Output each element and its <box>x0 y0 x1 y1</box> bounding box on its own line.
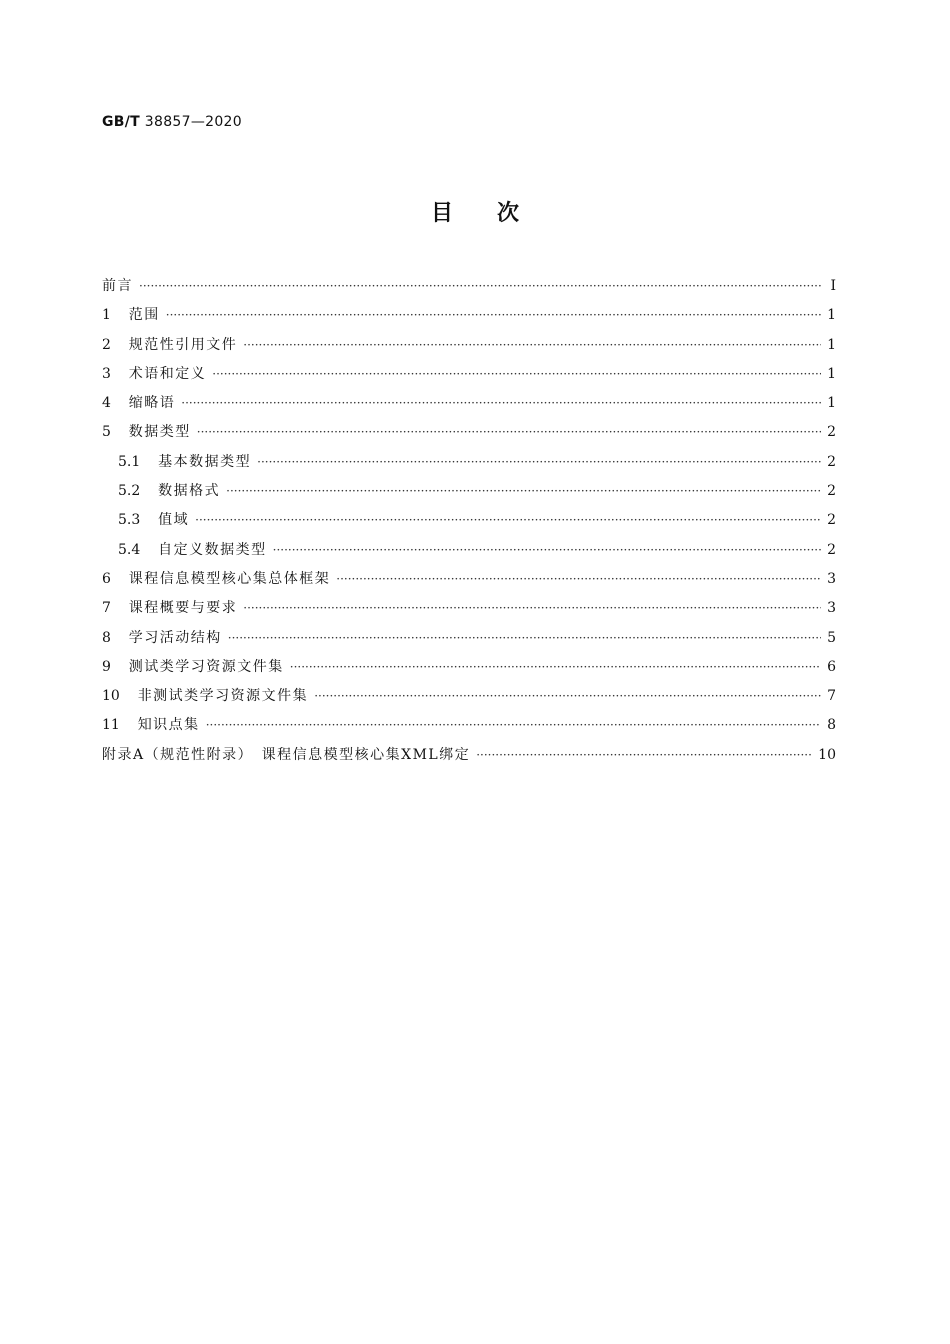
toc-entry-gap <box>111 659 129 675</box>
toc-entry-label <box>102 331 237 360</box>
toc-entry-gap <box>111 630 129 646</box>
toc-entry-page: 2 <box>827 483 836 500</box>
toc-entry[interactable] <box>102 448 836 477</box>
toc-entry-number: 8 <box>102 629 111 646</box>
toc-entry-page: 3 <box>827 600 836 617</box>
toc-leader-dots <box>228 624 821 653</box>
toc-entry-text: 自定义数据类型 <box>158 541 267 558</box>
toc-entry-label <box>102 536 267 565</box>
toc-entry-gap <box>111 424 129 440</box>
toc-leader-dots <box>197 418 821 447</box>
toc-entry-label <box>102 301 160 330</box>
toc-leader-dots <box>139 272 822 301</box>
toc-entry-gap <box>111 395 129 411</box>
toc-entry-page: 2 <box>827 541 836 558</box>
toc-leader-dots <box>212 360 821 389</box>
toc-entry-number: 5.1 <box>118 453 141 470</box>
toc-entry[interactable] <box>102 360 836 389</box>
toc-entry-number: 3 <box>102 365 111 382</box>
toc-leader-dots <box>243 331 821 360</box>
toc-entry-gap <box>120 688 138 704</box>
toc-entry-page: 10 <box>818 746 836 763</box>
toc-entry-number: 9 <box>102 658 111 675</box>
toc-entry-label <box>102 653 284 682</box>
toc-entry-page: 1 <box>827 395 836 412</box>
toc-entry-text: 术语和定义 <box>128 365 207 382</box>
toc-entry-page: 7 <box>827 688 836 705</box>
toc-entry-page: 1 <box>827 336 836 353</box>
toc-entry-text: 范围 <box>128 307 160 324</box>
toc-entry[interactable] <box>102 711 836 740</box>
toc-entry-gap <box>140 483 158 499</box>
toc-entry-gap <box>140 512 158 528</box>
toc-entry[interactable] <box>102 624 836 653</box>
toc-entry-page: 1 <box>827 307 836 324</box>
toc-entry-text: 数据类型 <box>128 424 191 441</box>
table-of-contents <box>102 272 836 770</box>
toc-entry-page: 2 <box>827 512 836 529</box>
toc-entry-number: 1 <box>102 307 111 324</box>
toc-entry-label <box>102 272 133 301</box>
toc-entry-label <box>102 448 251 477</box>
toc-entry[interactable] <box>102 682 836 711</box>
page-title: 目 次 <box>430 201 519 226</box>
toc-entry[interactable] <box>102 272 836 301</box>
toc-entry-text: 基本数据类型 <box>158 453 252 470</box>
toc-leader-dots <box>336 565 821 594</box>
toc-entry-gap <box>120 717 138 733</box>
toc-entry-label <box>102 741 470 770</box>
toc-entry-text: 课程信息模型核心集总体框架 <box>128 570 331 587</box>
toc-leader-dots <box>166 301 821 330</box>
toc-entry-text: 缩略语 <box>128 395 176 412</box>
toc-entry-page: 1 <box>827 365 836 382</box>
toc-entry-number: 4 <box>102 395 111 412</box>
toc-entry[interactable] <box>102 741 836 770</box>
toc-entry-label <box>102 477 220 506</box>
toc-entry-page: 2 <box>827 453 836 470</box>
toc-entry-number: 5.3 <box>118 512 141 529</box>
toc-entry-text: 学习活动结构 <box>128 629 222 646</box>
toc-entry-number: 10 <box>102 688 120 705</box>
standard-code <box>102 114 242 130</box>
toc-entry-text: 规范性引用文件 <box>128 336 238 353</box>
toc-entry[interactable] <box>102 301 836 330</box>
toc-entry-text: 前言 <box>102 278 133 294</box>
toc-entry-page: 3 <box>827 570 836 587</box>
toc-entry-text: 非测试类学习资源文件集 <box>137 688 309 705</box>
toc-leader-dots <box>243 594 821 623</box>
toc-entry-number: 5 <box>102 424 111 441</box>
toc-entry[interactable] <box>102 331 836 360</box>
toc-entry-page: 6 <box>827 658 836 675</box>
toc-leader-dots <box>206 711 821 740</box>
standard-code-prefix: GB/T <box>102 114 141 130</box>
toc-entry[interactable] <box>102 594 836 623</box>
toc-entry[interactable] <box>102 506 836 535</box>
toc-entry[interactable] <box>102 653 836 682</box>
toc-entry-number: 11 <box>102 717 120 734</box>
toc-entry-label <box>102 565 330 594</box>
toc-leader-dots <box>290 653 821 682</box>
toc-entry-number: 5.2 <box>118 483 141 500</box>
toc-entry[interactable] <box>102 418 836 447</box>
toc-entry-gap <box>140 542 158 558</box>
toc-entry[interactable] <box>102 536 836 565</box>
toc-entry-label <box>102 418 191 447</box>
toc-entry-page: 5 <box>827 629 836 646</box>
toc-entry-page: 8 <box>827 717 836 734</box>
toc-entry[interactable] <box>102 477 836 506</box>
toc-entry-label <box>102 506 189 535</box>
toc-entry-page: Ⅰ <box>830 278 836 294</box>
toc-entry-gap <box>111 571 129 587</box>
toc-entry-label <box>102 711 200 740</box>
toc-entry-label <box>102 389 175 418</box>
toc-leader-dots <box>257 448 821 477</box>
toc-entry-number: 2 <box>102 336 111 353</box>
toc-leader-dots <box>314 682 821 711</box>
toc-entry-page: 2 <box>827 424 836 441</box>
toc-entry-text: 数据格式 <box>158 483 221 500</box>
standard-code-number: 38857—2020 <box>140 114 242 130</box>
toc-entry-text: 测试类学习资源文件集 <box>128 658 284 675</box>
toc-entry-label <box>102 360 206 389</box>
toc-leader-dots <box>226 477 821 506</box>
toc-entry-number: 5.4 <box>118 541 141 558</box>
toc-entry-text: 附录A（规范性附录） 课程信息模型核心集XML绑定 <box>102 746 471 763</box>
toc-entry-label <box>102 624 222 653</box>
toc-entry-gap <box>140 454 158 470</box>
toc-entry-text: 知识点集 <box>137 717 200 734</box>
toc-leader-dots <box>273 536 821 565</box>
toc-entry[interactable] <box>102 389 836 418</box>
toc-leader-dots <box>181 389 821 418</box>
toc-entry-number: 6 <box>102 570 111 587</box>
toc-entry-number: 7 <box>102 600 111 617</box>
toc-entry-gap <box>111 307 129 323</box>
toc-entry-label <box>102 594 237 623</box>
toc-entry-gap <box>111 366 129 382</box>
toc-entry-text: 值域 <box>158 512 190 529</box>
toc-entry-gap <box>111 337 129 353</box>
toc-leader-dots <box>476 741 812 770</box>
toc-leader-dots <box>195 506 821 535</box>
toc-entry-gap <box>111 600 129 616</box>
toc-entry-label <box>102 682 308 711</box>
toc-entry[interactable] <box>102 565 836 594</box>
toc-entry-text: 课程概要与要求 <box>128 600 238 617</box>
